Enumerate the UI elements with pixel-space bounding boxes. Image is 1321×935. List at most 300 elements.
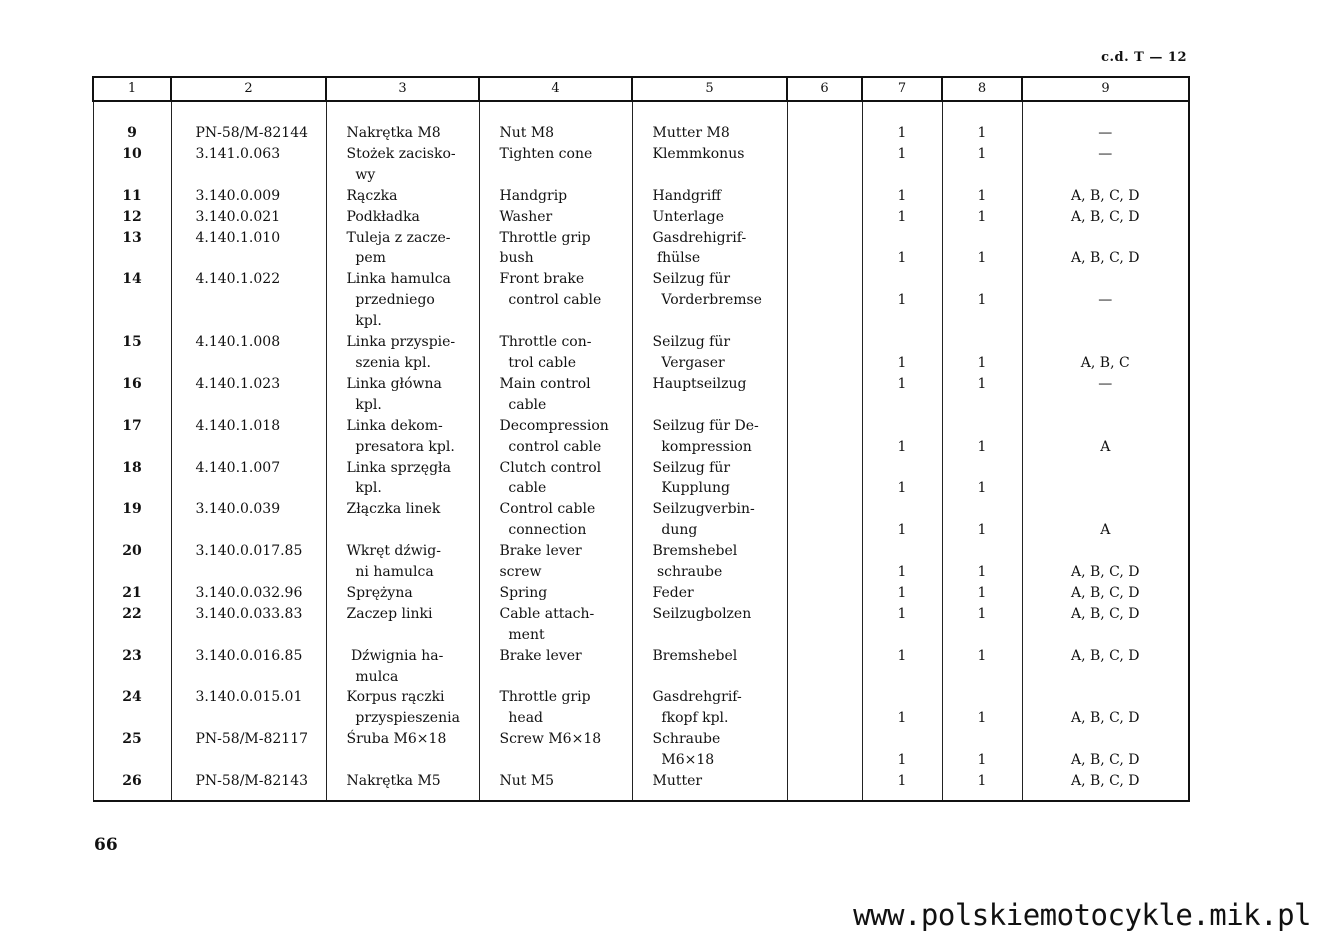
item-number [93,499,171,541]
quantity-column-8 [942,207,1022,228]
model-applicability-text: A, B, C [1080,354,1130,371]
item-number-text: 17 [122,417,142,434]
polish-name [326,604,479,646]
quantity-column-8-text: 1 [977,187,987,204]
quantity-column-8-text: 1 [977,208,987,225]
column-6-value [787,144,862,186]
item-number [93,604,171,646]
item-number [93,458,171,500]
english-name [479,604,632,646]
english-name-text: Handgrip [499,187,568,204]
item-number-text: 20 [122,543,142,560]
column-6-value [787,687,862,729]
column-6-value [787,729,862,771]
polish-name [326,687,479,729]
german-name [632,604,787,646]
german-name-text: Bremshebel schraube [652,543,738,581]
column-6-value [787,604,862,646]
german-name [632,269,787,332]
english-name [479,458,632,500]
english-name [479,646,632,688]
english-name [479,541,632,583]
quantity-column-8-text: 1 [977,773,987,790]
part-code [171,646,326,688]
item-number [93,646,171,688]
table-row [93,207,1189,228]
quantity-column-7-text: 1 [897,438,907,455]
column-header-1: 1 [93,77,171,101]
quantity-column-8 [942,144,1022,186]
english-name-text: Washer [499,208,553,225]
quantity-column-7 [862,583,942,604]
part-code-text: 3.140.0.039 [195,501,281,518]
column-header-9: 9 [1022,77,1189,101]
model-applicability-text: — [1098,145,1113,162]
quantity-column-7-text: 1 [897,375,907,392]
quantity-column-7 [862,646,942,688]
part-code [171,207,326,228]
column-header-8: 8 [942,77,1022,101]
part-code-text: 4.140.1.022 [195,271,281,288]
model-applicability-text: — [1098,125,1113,141]
polish-name [326,646,479,688]
quantity-column-7 [862,541,942,583]
quantity-column-8-text: 1 [977,438,987,455]
quantity-column-7-text: 1 [897,605,907,622]
table-row [93,186,1189,207]
item-number-text: 13 [122,229,142,246]
model-applicability [1022,416,1189,458]
part-code-text: 4.140.1.008 [195,334,281,351]
quantity-column-8 [942,771,1022,801]
quantity-column-7-text: 1 [897,125,907,141]
english-name-text: Throttle grip head [499,689,591,727]
table-row [93,332,1189,374]
website-url: www.polskiemotocykle.mik.pl [853,898,1311,932]
quantity-column-8 [942,499,1022,541]
part-code [171,416,326,458]
english-name-text: Nut M8 [499,125,555,141]
quantity-column-7-text: 1 [897,250,907,267]
part-code-text: 4.140.1.010 [195,229,281,246]
english-name-text: Control cable connection [499,501,596,539]
item-number [93,771,171,801]
quantity-column-8-text: 1 [977,354,987,371]
model-applicability-text: A, B, C, D [1070,208,1140,225]
column-header-5: 5 [632,77,787,101]
model-applicability-text: A [1100,438,1111,455]
polish-name-text: Zaczep linki [346,605,433,622]
model-applicability-text: A, B, C, D [1070,564,1140,581]
item-number [93,374,171,416]
english-name-text: Tighten cone [499,145,593,162]
model-applicability [1022,604,1189,646]
item-number-text: 25 [122,731,142,748]
part-code-text: PN-58/M-82143 [195,773,309,790]
model-applicability [1022,144,1189,186]
polish-name [326,123,479,144]
part-code [171,729,326,771]
german-name [632,416,787,458]
part-code [171,186,326,207]
table-spacer-row [93,101,1189,123]
quantity-column-7-text: 1 [897,564,907,581]
quantity-column-8-text: 1 [977,125,987,141]
quantity-column-8 [942,186,1022,207]
item-number-text: 21 [122,584,142,601]
item-number [93,144,171,186]
part-code [171,771,326,801]
model-applicability [1022,458,1189,500]
german-name-text: Handgriff [652,187,722,204]
model-applicability-text: — [1098,375,1113,392]
model-applicability-text: — [1098,292,1113,309]
polish-name-text: Wkręt dźwig- ni hamulca [346,543,441,581]
english-name [479,123,632,144]
item-number [93,687,171,729]
quantity-column-8-text: 1 [977,564,987,581]
quantity-column-8 [942,687,1022,729]
german-name-text: Seilzugverbin- dung [652,501,755,539]
table-row [93,228,1189,270]
english-name [479,687,632,729]
item-number [93,332,171,374]
polish-name-text: Stożek zacisko- wy [346,145,456,183]
polish-name [326,269,479,332]
model-applicability [1022,332,1189,374]
model-applicability [1022,186,1189,207]
quantity-column-8-text: 1 [977,584,987,601]
quantity-column-8 [942,458,1022,500]
table-row [93,729,1189,771]
quantity-column-7-text: 1 [897,187,907,204]
quantity-column-8-text: 1 [977,522,987,539]
item-number-text: 24 [122,689,142,706]
item-number [93,583,171,604]
part-code-text: 4.140.1.023 [195,375,281,392]
column-6-value [787,332,862,374]
english-name-text: Throttle grip bush [499,229,591,267]
quantity-column-7 [862,771,942,801]
quantity-column-8 [942,374,1022,416]
polish-name-text: Sprężyna [346,584,413,601]
english-name-text: Screw M6×18 [499,731,602,748]
part-code [171,332,326,374]
column-6-value [787,123,862,144]
model-applicability [1022,541,1189,583]
english-name [479,771,632,801]
polish-name [326,583,479,604]
english-name-text: Front brake control cable [499,271,602,309]
english-name [479,332,632,374]
table-body [93,101,1189,801]
polish-name-text: Linka dekom- presatora kpl. [346,417,455,455]
column-6-value [787,771,862,801]
part-code [171,228,326,270]
item-number [93,186,171,207]
german-name [632,729,787,771]
english-name [479,499,632,541]
polish-name-text: Nakrętka M5 [346,773,441,790]
german-name [632,499,787,541]
part-code-text: 3.140.0.009 [195,187,281,204]
german-name-text: Unterlage [652,208,724,225]
quantity-column-7 [862,729,942,771]
column-6-value [787,374,862,416]
english-name [479,228,632,270]
polish-name [326,458,479,500]
german-name-text: Hauptseilzug [652,375,747,392]
item-number-text: 11 [122,187,142,204]
german-name [632,458,787,500]
polish-name-text: Linka główna kpl. [346,375,442,413]
quantity-column-8-text: 1 [977,647,987,664]
polish-name-text: Tuleja z zacze- pem [346,229,451,267]
item-number-text: 14 [122,271,142,288]
german-name-text: Seilzug für Vergaser [652,334,731,371]
polish-name [326,729,479,771]
german-name [632,332,787,374]
part-code [171,374,326,416]
part-code [171,123,326,144]
quantity-column-7 [862,269,942,332]
english-name-text: Main control cable [499,375,591,413]
quantity-column-8-text: 1 [977,250,987,267]
column-header-6: 6 [787,77,862,101]
column-6-value [787,499,862,541]
quantity-column-8 [942,123,1022,144]
quantity-column-7 [862,144,942,186]
german-name [632,123,787,144]
item-number [93,541,171,583]
quantity-column-7 [862,604,942,646]
polish-name [326,186,479,207]
quantity-column-8-text: 1 [977,292,987,309]
german-name-text: Seilzug für De- kompression [652,417,759,455]
item-number [93,228,171,270]
english-name-text: Cable attach- ment [499,605,595,643]
polish-name-text: Rączka [346,187,398,204]
english-name-text: Clutch control cable [499,459,602,497]
continuation-label: c.d. T — 12 [1101,50,1187,65]
german-name [632,771,787,801]
table-row [93,646,1189,688]
column-header-row [93,77,1189,101]
quantity-column-7-text: 1 [897,710,907,727]
column-6-value [787,228,862,270]
item-number-text: 15 [122,334,142,351]
polish-name [326,541,479,583]
polish-name [326,499,479,541]
item-number [93,729,171,771]
polish-name [326,771,479,801]
column-header-2: 2 [171,77,326,101]
english-name-text: Nut M5 [499,773,555,790]
quantity-column-8 [942,646,1022,688]
english-name [479,729,632,771]
item-number-text: 16 [122,375,142,392]
quantity-column-8 [942,228,1022,270]
german-name-text: Mutter [652,773,703,790]
english-name [479,144,632,186]
german-name [632,186,787,207]
quantity-column-8 [942,604,1022,646]
quantity-column-7 [862,186,942,207]
part-code [171,604,326,646]
part-code-text: PN-58/M-82117 [195,731,309,748]
part-code [171,269,326,332]
model-applicability-text: A, B, C, D [1070,250,1140,267]
quantity-column-7-text: 1 [897,584,907,601]
parts-table [92,76,1190,802]
polish-name [326,144,479,186]
model-applicability [1022,646,1189,688]
german-name-text: Gasdrehigrif- fhülse [652,229,747,267]
german-name [632,144,787,186]
german-name [632,374,787,416]
column-6-value [787,416,862,458]
german-name-text: Seilzug für Vorderbremse [652,271,762,309]
model-applicability-text: A, B, C, D [1070,647,1140,664]
item-number [93,207,171,228]
polish-name-text: Nakrętka M8 [346,125,441,141]
quantity-column-8 [942,729,1022,771]
quantity-column-7 [862,499,942,541]
quantity-column-7 [862,123,942,144]
model-applicability [1022,499,1189,541]
model-applicability-text: A, B, C, D [1070,584,1140,601]
polish-name [326,228,479,270]
quantity-column-7 [862,207,942,228]
english-name [479,269,632,332]
quantity-column-7-text: 1 [897,773,907,790]
column-header-4: 4 [479,77,632,101]
quantity-column-7 [862,332,942,374]
polish-name [326,416,479,458]
item-number-text: 12 [122,208,142,225]
part-code-text: 3.140.0.016.85 [195,647,303,664]
quantity-column-7-text: 1 [897,480,907,497]
part-code-text: 3.140.0.017.85 [195,543,303,560]
model-applicability-text: A, B, C, D [1070,187,1140,204]
model-applicability [1022,207,1189,228]
part-code [171,583,326,604]
table-row [93,144,1189,186]
model-applicability [1022,771,1189,801]
polish-name-text: Dźwignia ha- mulca [350,647,444,685]
polish-name-text: Złączka linek [346,501,441,518]
column-6-value [787,186,862,207]
quantity-column-8-text: 1 [977,605,987,622]
german-name-text: Feder [652,584,694,601]
column-6-value [787,583,862,604]
model-applicability [1022,729,1189,771]
item-number-text: 18 [122,459,142,476]
quantity-column-8 [942,541,1022,583]
column-6-value [787,207,862,228]
german-name-text: Bremshebel [652,647,738,664]
quantity-column-7-text: 1 [897,522,907,539]
english-name-text: Spring [499,584,548,601]
table-row [93,541,1189,583]
part-code-text: PN-58/M-82144 [195,125,309,141]
quantity-column-7-text: 1 [897,354,907,371]
model-applicability-text: A, B, C, D [1070,605,1140,622]
german-name [632,583,787,604]
model-applicability [1022,687,1189,729]
column-6-value [787,646,862,688]
german-name-text: Klemmkonus [652,145,745,162]
quantity-column-7-text: 1 [897,292,907,309]
polish-name-text: Linka przyspie- szenia kpl. [346,334,456,371]
polish-name-text: Śruba M6×18 [346,731,447,748]
table-row [93,604,1189,646]
quantity-column-7 [862,374,942,416]
item-number-text: 26 [122,773,142,790]
column-6-value [787,269,862,332]
english-name-text: Decompression control cable [499,417,609,455]
german-name-text: Seilzugbolzen [652,605,752,622]
english-name-text: Brake lever [499,647,582,664]
english-name [479,416,632,458]
quantity-column-8 [942,269,1022,332]
quantity-column-7 [862,458,942,500]
part-code [171,458,326,500]
part-code-text: 3.140.0.032.96 [195,584,303,601]
polish-name-text: Korpus rączki przyspieszenia [346,689,460,727]
page-number: 66 [94,835,118,855]
german-name [632,207,787,228]
polish-name [326,207,479,228]
model-applicability-text: A, B, C, D [1070,773,1140,790]
german-name-text: Gasdrehgrif- fkopf kpl. [652,689,742,727]
quantity-column-8 [942,583,1022,604]
german-name [632,541,787,583]
table-row [93,583,1189,604]
table-row [93,771,1189,801]
column-header-7: 7 [862,77,942,101]
german-name [632,646,787,688]
english-name-text: Brake lever screw [499,543,582,581]
item-number-text: 9 [127,125,137,141]
german-name [632,687,787,729]
part-code [171,541,326,583]
english-name [479,207,632,228]
german-name [632,228,787,270]
column-6-value [787,541,862,583]
item-number [93,123,171,144]
polish-name [326,374,479,416]
english-name-text: Throttle con- trol cable [499,334,592,371]
polish-name-text: Linka sprzęgła kpl. [346,459,451,497]
table-row [93,123,1189,144]
item-number-text: 23 [122,647,142,664]
item-number-text: 19 [122,501,142,518]
model-applicability [1022,123,1189,144]
model-applicability-text: A, B, C, D [1070,752,1140,769]
item-number [93,416,171,458]
part-code-text: 3.140.0.015.01 [195,689,303,706]
polish-name [326,332,479,374]
quantity-column-7-text: 1 [897,752,907,769]
part-code [171,144,326,186]
table-row [93,687,1189,729]
quantity-column-8-text: 1 [977,145,987,162]
table-row [93,499,1189,541]
quantity-column-7-text: 1 [897,647,907,664]
german-name-text: Seilzug für Kupplung [652,459,731,497]
table-row [93,374,1189,416]
